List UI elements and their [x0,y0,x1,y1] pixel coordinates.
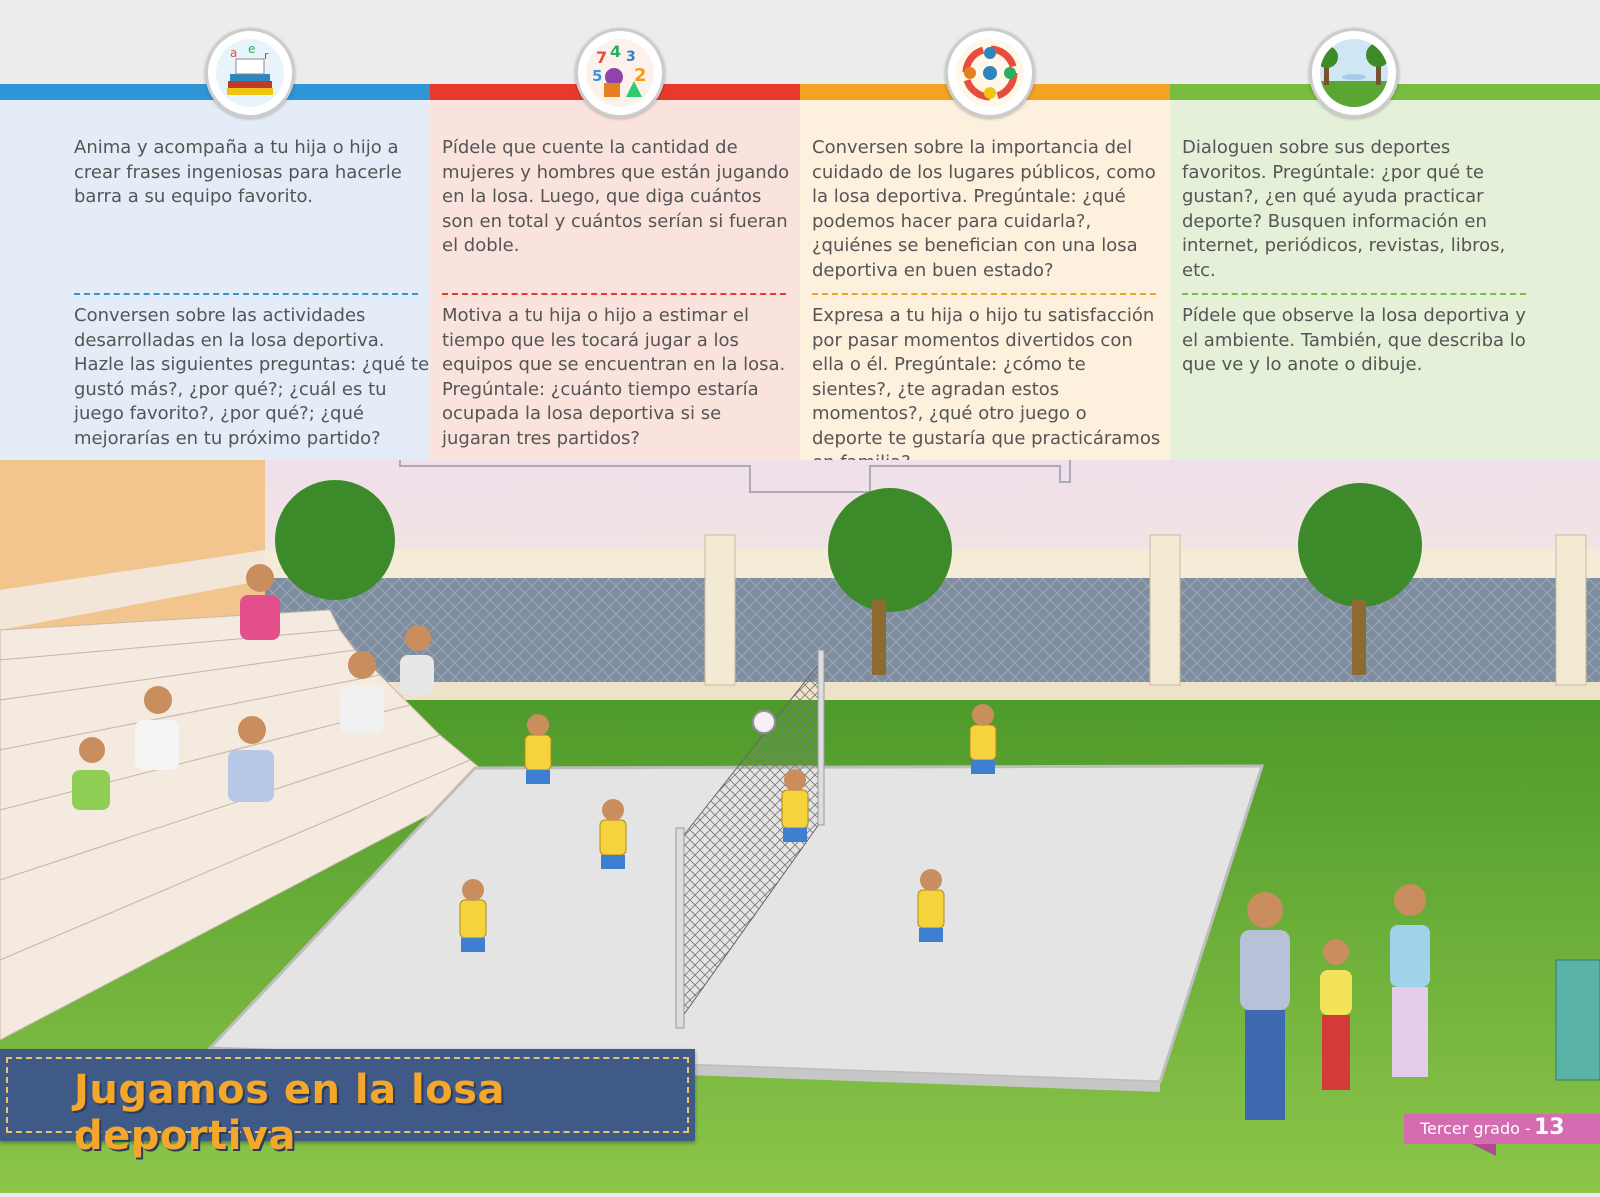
activity-text: Motiva a tu hija o hijo a estimar el tiempo que les tocará jugar a los equipos que se encuentran en la losa. Pregúntale: ¿cuánto tiempo estaría ocupada la losa deportiva si se jugaran tres partidos? [442,305,786,449]
activity-text: Pídele que cuente la cantidad de mujeres y hombres que están jugando en la losa. Luego, que diga cuántos son en total y cuántos serían si fueran el doble. [442,137,790,256]
activity-column-personal-social [800,84,1170,460]
activity-text: Expresa a tu hija o hijo tu satisfacción por pasar momentos divertidos con ella o él. Pregúntale: ¿cómo te sientes?, ¿te agradan estos momentos?, ¿qué otro juego o deporte te gustaría que practicáramos [812,305,1161,449]
books-letters-icon [205,28,295,118]
svg-text:3: 3 [626,49,636,65]
svg-text:5: 5 [592,67,603,85]
numbers-shapes-icon [575,28,665,118]
divider [74,293,418,295]
activity-text: Anima y acompaña a tu hija o hijo a crear frases ingeniosas para hacerle barra a su equipo favorito. [74,137,402,207]
activity-column-language [0,84,430,460]
grade-label: Tercer grado - [1420,1119,1531,1138]
activity-text: Conversen sobre las actividades desarrolladas en la losa deportiva. Hazle las siguientes preguntas: ¿qué te gustó más?, ¿por qué?; ¿cuál es tu juego favorito?, ¿por qué?; ¿qué mejorarías en tu próximo partido? [74,305,430,449]
activity-column-science [1170,84,1600,460]
people-circle-icon [945,28,1035,118]
page-number-tag [1404,1114,1600,1144]
nature-landscape-icon [1309,28,1399,118]
divider [1182,293,1526,295]
activity-band [0,0,1600,460]
svg-text:7: 7 [596,48,608,67]
svg-text:4: 4 [610,42,622,61]
svg-text:e: e [248,42,256,56]
svg-text:a: a [230,46,238,60]
svg-text:2: 2 [634,65,647,86]
activity-text: Conversen sobre la importancia del cuidado de los lugares públicos, como la losa deportiva. Pregúntale: ¿qué podemos hacer para cuidarla?, ¿quiénes se benefician con una losa deportiva en buen estado? [812,137,1156,281]
activity-text: Dialoguen sobre sus deportes favoritos. Pregúntale: ¿por qué te gustan?, ¿en qué ayuda practicar deporte? Busquen información en internet, periódicos, revistas, libros, etc. [1182,137,1506,281]
activity-column-math [430,84,800,460]
page-title: Jugamos en la losa deportiva [74,1067,506,1159]
svg-text:r: r [264,49,269,62]
divider [812,293,1156,295]
divider [442,293,786,295]
activity-text: Pídele que observe la losa deportiva y el ambiente. También, que describa lo que ve y lo anote o dibuje. [1182,305,1526,375]
page-number: 13 [1534,1115,1565,1140]
title-banner [0,1049,695,1159]
